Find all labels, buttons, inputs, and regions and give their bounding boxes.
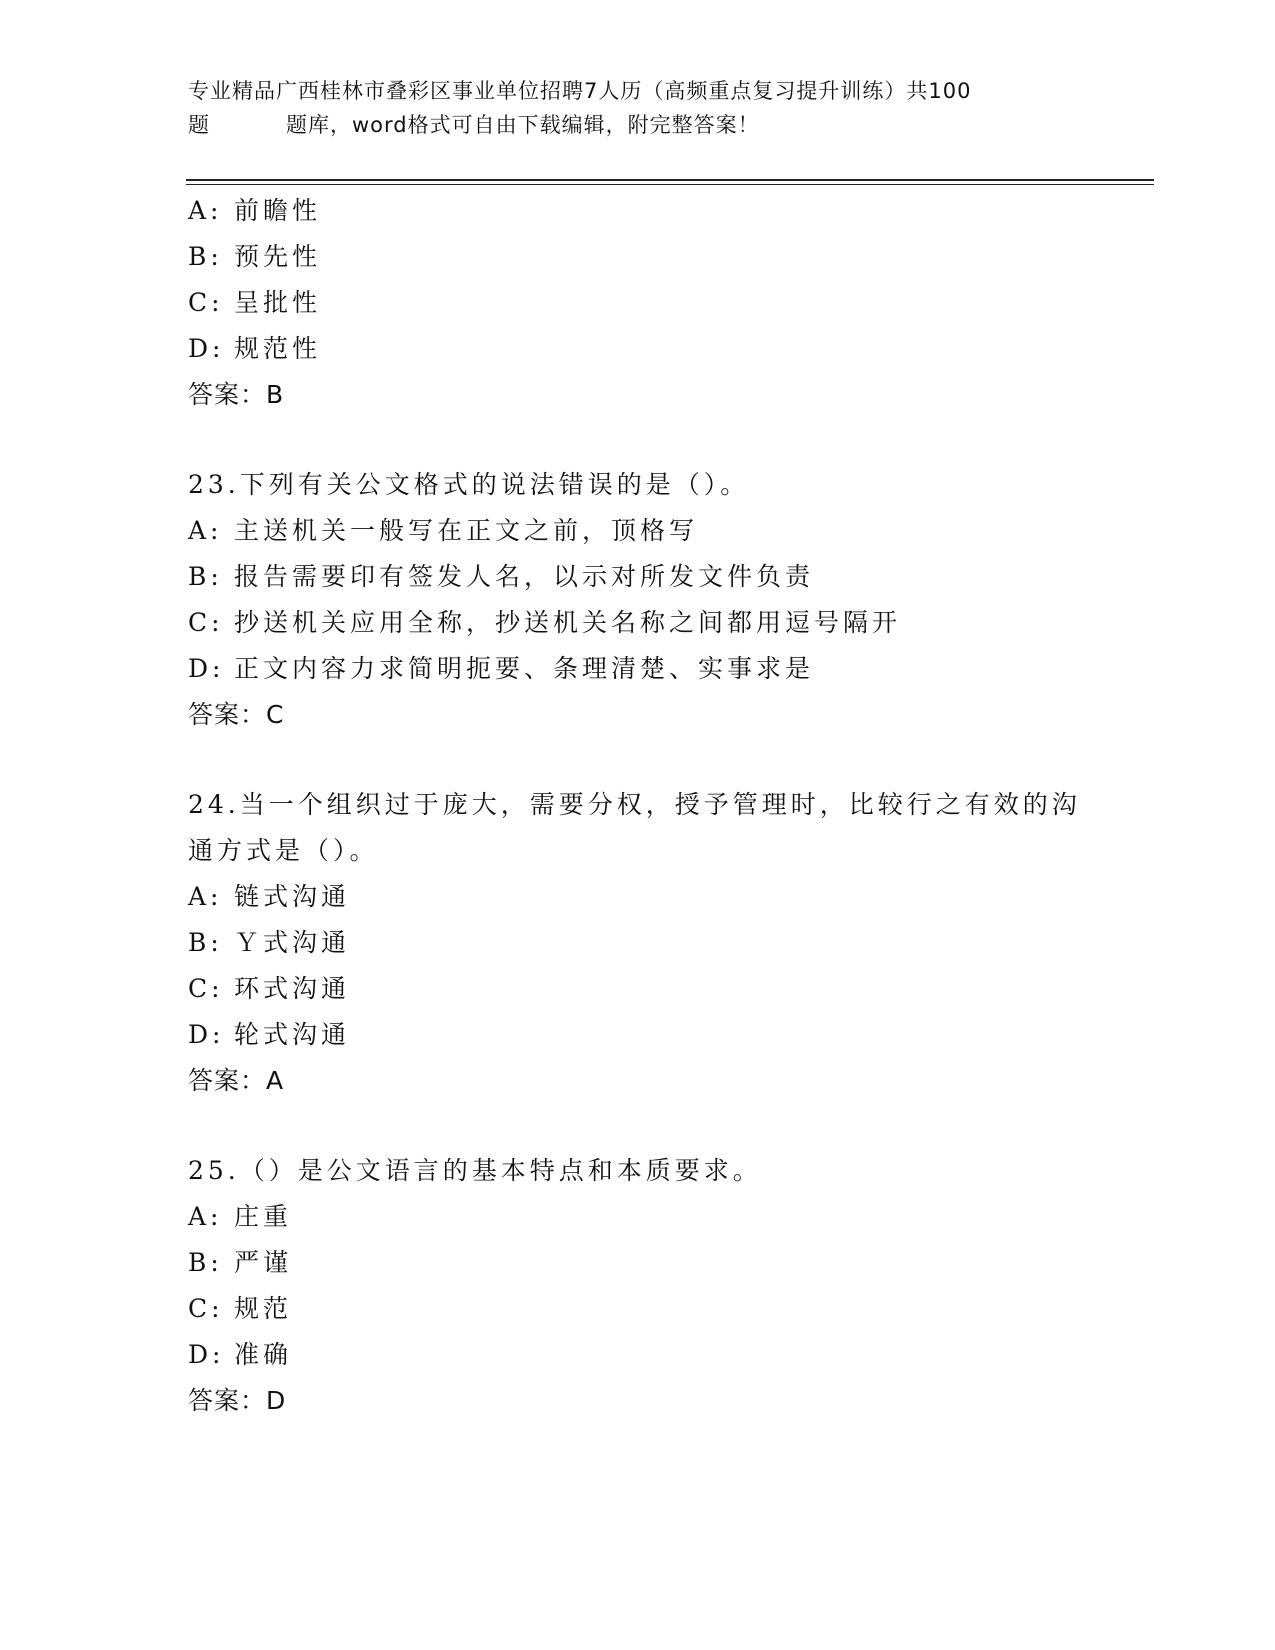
- option-letter: D:: [188, 1020, 225, 1049]
- question-24: [188, 782, 1108, 1104]
- answer-line: 答案：D: [188, 1386, 287, 1415]
- question-stem-line-1: 24.当一个组织过于庞大，需要分权，授予管理时，比较行之有效的沟: [188, 790, 1081, 819]
- option-text: 主送机关一般写在正文之前，顶格写: [234, 516, 699, 545]
- option-text: 链式沟通: [234, 882, 351, 911]
- option-text: 规范: [234, 1294, 293, 1323]
- option-d: [188, 1012, 1108, 1058]
- question-list: [188, 188, 1108, 1424]
- option-letter: C:: [188, 974, 224, 1003]
- header-title-line-2: [188, 108, 1108, 142]
- option-text: 轮式沟通: [234, 1020, 351, 1049]
- option-letter: A:: [188, 516, 223, 545]
- option-letter: C:: [188, 288, 224, 317]
- option-text: 环式沟通: [234, 974, 351, 1003]
- option-letter: B:: [188, 1248, 223, 1277]
- option-text: 准确: [234, 1340, 293, 1369]
- option-letter: D:: [188, 1340, 225, 1369]
- header-title-fragment: 题: [188, 113, 210, 137]
- document-header: [188, 74, 1108, 142]
- option-d: [188, 1332, 1108, 1378]
- header-divider-thick: [186, 179, 1154, 181]
- option-letter: A:: [188, 196, 223, 225]
- question-stem: 25.（）是公文语言的基本特点和本质要求。: [188, 1156, 762, 1185]
- question-23: [188, 462, 1108, 738]
- option-text: 抄送机关应用全称，抄送机关名称之间都用逗号隔开: [234, 608, 902, 637]
- option-b: [188, 554, 1108, 600]
- option-letter: B:: [188, 242, 223, 271]
- option-letter: B:: [188, 928, 223, 957]
- option-text: 前瞻性: [234, 196, 322, 225]
- header-subtitle: 题库，word格式可自由下载编辑，附完整答案！: [286, 113, 760, 137]
- option-a: [188, 874, 1108, 920]
- option-letter: A:: [188, 882, 223, 911]
- option-a: [188, 508, 1108, 554]
- option-text: 呈批性: [234, 288, 322, 317]
- question-22-options: [188, 188, 1108, 418]
- option-b: [188, 234, 1108, 280]
- option-letter: C:: [188, 608, 224, 637]
- option-c: [188, 280, 1108, 326]
- option-text: 规范性: [234, 334, 322, 363]
- option-text: 严谨: [234, 1248, 293, 1277]
- option-letter: B:: [188, 562, 223, 591]
- option-a: [188, 188, 1108, 234]
- option-b: [188, 920, 1108, 966]
- header-divider-thin: [186, 184, 1154, 185]
- option-letter: D:: [188, 654, 225, 683]
- question-stem-line-2: 通方式是（）。: [188, 836, 379, 865]
- option-b: [188, 1240, 1108, 1286]
- option-d: [188, 646, 1108, 692]
- option-c: [188, 966, 1108, 1012]
- header-title-line-1: 专业精品广西桂林市叠彩区事业单位招聘7人历（高频重点复习提升训练）共100: [188, 79, 972, 103]
- option-d: [188, 326, 1108, 372]
- option-a: [188, 1194, 1108, 1240]
- option-letter: D:: [188, 334, 225, 363]
- answer-line: 答案：C: [188, 700, 285, 729]
- option-c: [188, 600, 1108, 646]
- option-letter: C:: [188, 1294, 224, 1323]
- option-text: 预先性: [234, 242, 322, 271]
- question-25: [188, 1148, 1108, 1424]
- option-text: 报告需要印有签发人名，以示对所发文件负责: [234, 562, 815, 591]
- question-stem: 23.下列有关公文格式的说法错误的是（）。: [188, 470, 750, 499]
- option-text: 庄重: [234, 1202, 293, 1231]
- answer-line: 答案：A: [188, 1066, 285, 1095]
- option-c: [188, 1286, 1108, 1332]
- option-letter: A:: [188, 1202, 223, 1231]
- option-text: 正文内容力求简明扼要、条理清楚、实事求是: [234, 654, 815, 683]
- option-text: Ｙ式沟通: [234, 928, 351, 957]
- answer-line: 答案：B: [188, 380, 285, 409]
